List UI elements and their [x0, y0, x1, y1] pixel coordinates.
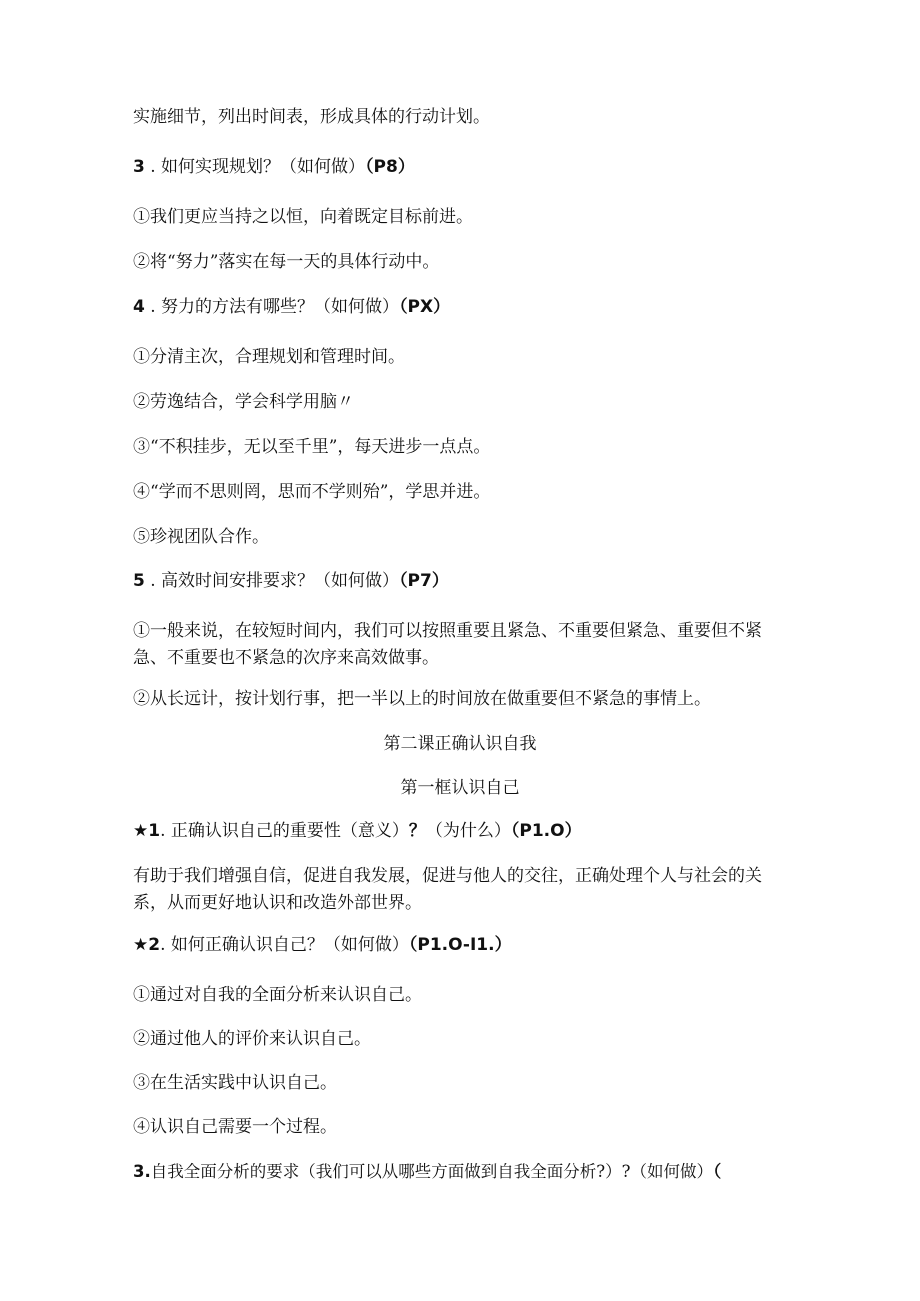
question-5-heading: 5 . 高效时间安排要求？（如何做）（P7） — [133, 571, 449, 591]
list-item: ①我们更应当持之以恒，向着既定目标前进。 — [133, 207, 473, 227]
point-2-heading: ★2. 如何正确认识自己？（如何做）（P1.O-I1.） — [133, 935, 512, 955]
point-number: ★1 — [133, 821, 161, 841]
point-number: 3. — [133, 1162, 151, 1181]
list-item: ②从长远计，按计划行事，把一半以上的时间放在做重要但不紧急的事情上。 — [133, 689, 711, 709]
page-reference: （P8） — [365, 157, 415, 177]
page-reference: （P7） — [399, 571, 449, 591]
question-number: 3 — [133, 157, 145, 177]
point-1-heading: ★1. 正确认识自己的重要性（意义）？（为什么）（P1.O） — [133, 821, 582, 841]
list-item: ①通过对自我的全面分析来认识自己。 — [133, 985, 422, 1005]
section-title: 第一框认识自己 — [400, 778, 520, 798]
point-3-heading: 3.自我全面分析的要求（我们可以从哪些方面做到自我全面分析?）?（如何做）（ — [133, 1162, 722, 1181]
point-number: ★2 — [133, 935, 161, 955]
question-number: 4 — [133, 297, 145, 317]
list-item: ②通过他人的评价来认识自己。 — [133, 1029, 371, 1049]
list-item: ②劳逸结合，学会科学用脑〃 — [133, 392, 354, 412]
list-item: ④认识自己需要一个过程。 — [133, 1117, 337, 1137]
page-reference: （PX） — [399, 297, 451, 317]
paragraph: 有助于我们增强自信，促进自我发展，促进与他人的交往，正确处理个人与社会的关系，从而更好地认识和改造外部世界。 — [133, 866, 762, 913]
page-reference: （P1.O） — [510, 821, 582, 841]
list-item: ①分清主次，合理规划和管理时间。 — [133, 347, 405, 367]
list-item: ①一般来说，在较短时间内，我们可以按照重要且紧急、不重要但紧急、重要但不紧急、不重要也不紧急的次序来高效做事。 — [133, 621, 762, 668]
list-item: ⑤珍视团队合作。 — [133, 527, 269, 547]
list-item: ③“不积挂步，无以至千里”，每天进步一点点。 — [133, 437, 491, 457]
list-item: ③在生活实践中认识自己。 — [133, 1073, 337, 1093]
question-4-heading: 4 . 努力的方法有哪些？（如何做）（PX） — [133, 297, 451, 317]
question-number: 5 — [133, 571, 145, 591]
question-3-heading: 3 . 如何实现规划？（如何做）（P8） — [133, 157, 415, 177]
list-item: ②将“努力”落实在每一天的具体行动中。 — [133, 252, 440, 272]
page-reference: （ — [712, 1162, 722, 1181]
page-reference: （P1.O-I1.） — [408, 935, 512, 955]
paragraph: 实施细节，列出时间表，形成具体的行动计划。 — [133, 107, 490, 127]
lesson-title: 第二课正确认识自我 — [383, 734, 537, 754]
list-item: ④“学而不思则罔，思而不学则殆”，学思并进。 — [133, 482, 491, 502]
